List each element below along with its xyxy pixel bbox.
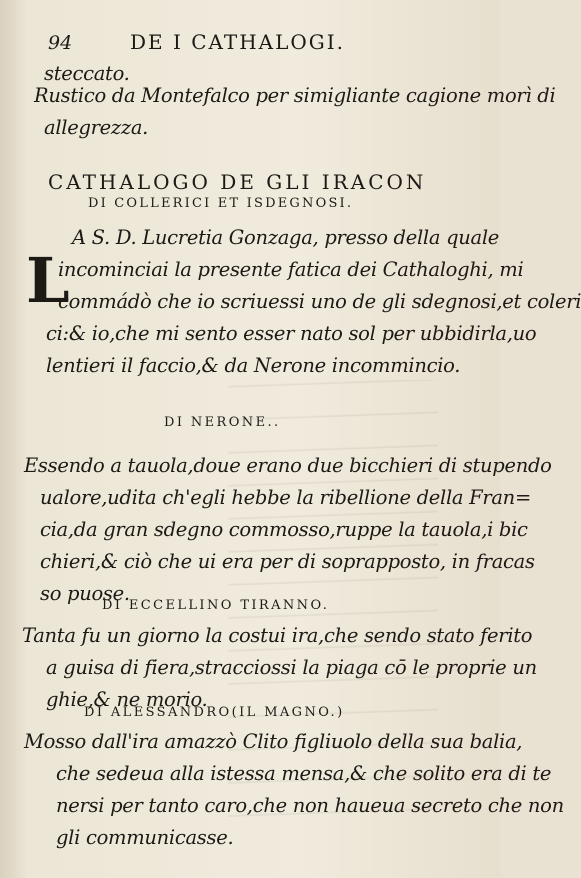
section-title: CATHALOGO DE GLI IRACON: [48, 170, 427, 194]
page-number: 94: [48, 32, 73, 54]
entry-line: ualore,udita ch'egli hebbe la ribellione della Fran=: [40, 486, 531, 509]
intro-line: lentieri il faccio,& da Nerone incommincio.: [46, 354, 461, 377]
intro-line: A S. D. Lucretia Gonzaga, presso della quale: [72, 226, 500, 249]
running-head: DE I CATHALOGI.: [130, 30, 346, 54]
text-line: steccato.: [44, 62, 130, 85]
entry-heading: DI NERONE..: [164, 415, 281, 430]
intro-line: incominciai la presente fatica dei Cathaloghi, mi: [58, 258, 524, 281]
entry-line: cia,da gran sdegno commosso,ruppe la tauola,i bic: [40, 518, 528, 541]
entry-line: Mosso dall'ira amazzò Clito figliuolo della sua balia,: [24, 730, 523, 753]
text-line: allegrezza.: [44, 116, 149, 139]
entry-heading: DI ALESSANDRO(IL MAGNO.): [84, 705, 345, 720]
page-header: [48, 30, 460, 54]
entry-line: so puose.: [40, 582, 130, 605]
intro-line: commádò che io scriuessi uno de gli sdegnosi,et coleri: [58, 290, 581, 313]
section-subtitle: DI COLLERICI ET ISDEGNOSI.: [88, 196, 354, 211]
entry-line: che sedeua alla istessa mensa,& che solito era di te: [56, 762, 552, 785]
entry-line: Essendo a tauola,doue erano due bicchieri di stupendo: [24, 454, 552, 477]
entry-line: chieri,& ciò che ui era per di soprapposto, in fracas: [40, 550, 535, 573]
intro-line: ci:& io,che mi sento esser nato sol per ubbidirla,uo: [46, 322, 537, 345]
entry-line: a guisa di fiera,stracciossi la piaga cō le proprie un: [46, 656, 537, 679]
entry-line: ghie,& ne morio.: [46, 688, 208, 711]
drop-cap: L: [26, 244, 70, 317]
entry-line: gli communicasse.: [56, 826, 234, 849]
entry-line: nersi per tanto caro,che non haueua secreto che non: [56, 794, 564, 817]
entry-heading: DI ECCELLINO TIRANNO.: [102, 598, 330, 613]
text-line: Rustico da Montefalco per simigliante cagione morì di: [34, 84, 556, 107]
entry-line: Tanta fu un giorno la costui ira,che sendo stato ferito: [22, 624, 533, 647]
